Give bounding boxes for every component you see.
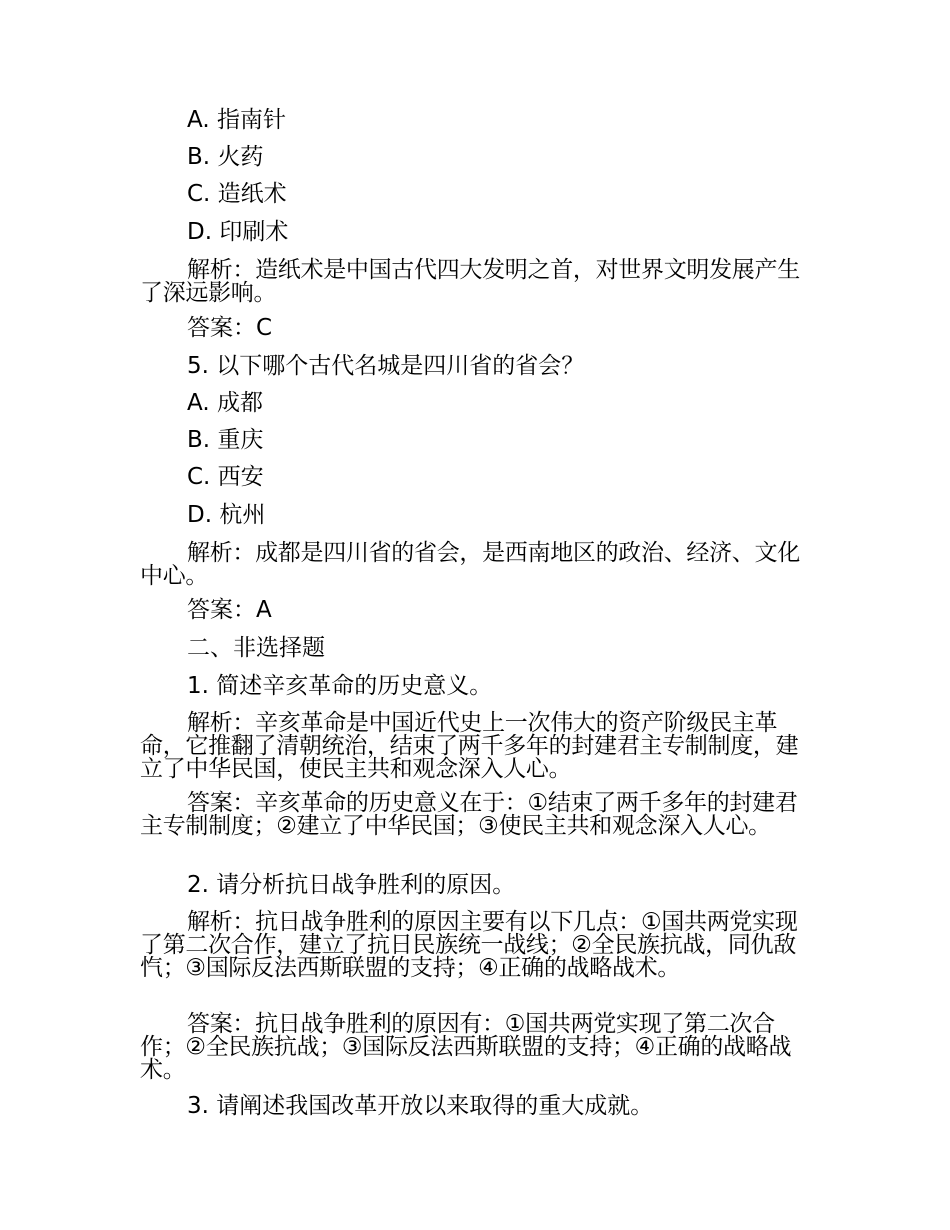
analysis-q5: 解析：成都是四川省的省会，是西南地区的政治、经济、文化中心。 — [140, 540, 800, 589]
question-5: 5. 以下哪个古代名城是四川省的省会？ — [187, 353, 585, 379]
option-a-compass: A. 指南针 — [187, 107, 286, 133]
analysis-q2: 解析：抗日战争胜利的原因主要有以下几点：①国共两党实现了第二次合作，建立了抗日民族统一战线；②全民族抗战，同仇敌忾；③国际反法西斯联盟的支持；④正确的战略战术。 — [140, 909, 798, 981]
analysis-q1: 解析：辛亥革命是中国近代史上一次伟大的资产阶级民主革命，它推翻了清朝统治，结束了两千多年的封建君主专制制度，建立了中华民国，使民主共和观念深入人心。 — [140, 710, 799, 782]
option-b-chongqing: B. 重庆 — [187, 427, 264, 453]
option-d-hangzhou: D. 杭州 — [187, 502, 266, 528]
question-2: 2. 请分析抗日战争胜利的原因。 — [187, 872, 516, 898]
answer-q1: 答案：辛亥革命的历史意义在于：①结束了两千多年的封建君主专制制度；②建立了中华民国；③使民主共和观念深入人心。 — [140, 790, 798, 839]
answer-q2: 答案：抗日战争胜利的原因有：①国共两党实现了第二次合作；②全民族抗战；③国际反法西斯联盟的支持；④正确的战略战术。 — [140, 1011, 792, 1083]
answer-q5: 答案：A — [187, 597, 272, 623]
question-1: 1. 简述辛亥革命的历史意义。 — [187, 673, 493, 699]
section-heading-non-choice: 二、非选择题 — [187, 635, 325, 661]
analysis-q4: 解析：造纸术是中国古代四大发明之首，对世界文明发展产生了深远影响。 — [140, 257, 800, 306]
option-a-chengdu: A. 成都 — [187, 390, 263, 416]
option-c-papermaking: C. 造纸术 — [187, 181, 287, 207]
question-3: 3. 请阐述我国改革开放以来取得的重大成就。 — [187, 1093, 654, 1119]
option-b-gunpowder: B. 火药 — [187, 144, 264, 170]
answer-q4: 答案：C — [187, 315, 273, 341]
option-d-printing: D. 印刷术 — [187, 219, 289, 245]
option-c-xian: C. 西安 — [187, 464, 264, 490]
